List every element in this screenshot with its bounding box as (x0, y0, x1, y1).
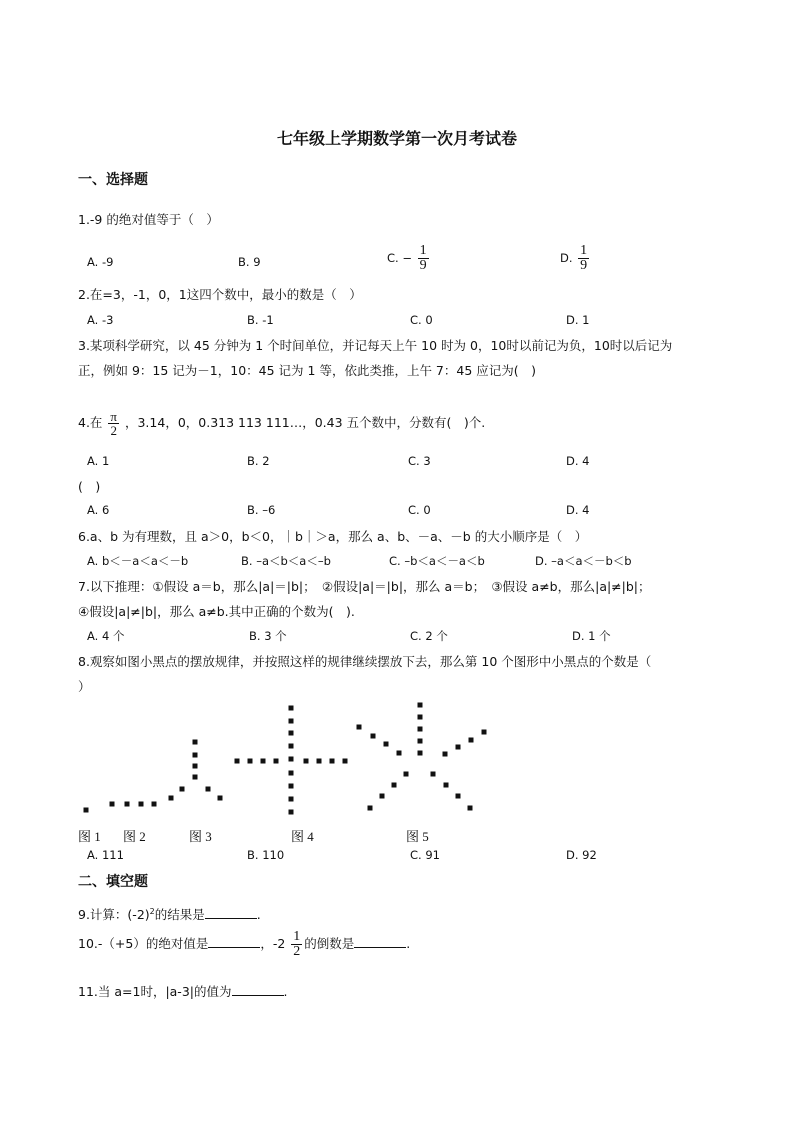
figure-4-dot (289, 744, 294, 749)
q2-option-c: C. 0 (410, 313, 433, 327)
fraction-numerator: 1 (419, 243, 427, 258)
q1-option-c-prefix: C. − (387, 251, 412, 265)
figure-2-dot (125, 802, 130, 807)
q5-option-c: C. 0 (408, 503, 431, 517)
question-7-line-1: 7.以下推理：①假设 a＝b，那么|a|＝|b|； ②假设|a|＝|b|，那么 a＝b； ③假设 a≠b，那么|a|≠|b|； (78, 579, 651, 594)
fraction-numerator: π (110, 409, 117, 424)
figure-2-dot (110, 802, 115, 807)
fraction-denominator: 2 (293, 944, 301, 959)
q7-option-d: D. 1 个 (572, 629, 611, 643)
answer-blank[interactable] (205, 906, 257, 919)
answer-blank[interactable] (354, 935, 406, 948)
q1-option-d-prefix: D. (560, 251, 573, 265)
figure-4-dot (289, 706, 294, 711)
q9-prefix: 9.计算：(-2) (78, 907, 150, 922)
q7-option-b: B. 3 个 (249, 629, 287, 643)
figure-2-dot (139, 802, 144, 807)
q6-option-d: D. –a＜a＜－b＜b (535, 554, 632, 568)
figure-5-dot (418, 703, 423, 708)
figure-5-dot (368, 806, 373, 811)
section-heading-choice: 一、选择题 (78, 172, 148, 188)
q9-end: . (256, 907, 261, 922)
q1-option-a: A. -9 (87, 255, 114, 269)
question-4 (78, 410, 485, 437)
q10-mid2: 的倒数是 (304, 936, 355, 951)
q10-fraction (291, 930, 302, 959)
q1-option-d-fraction (578, 244, 589, 273)
figure-5-dot (384, 742, 389, 747)
page-title: 七年级上学期数学第一次月考试卷 (276, 129, 517, 148)
figure-5-dot (418, 715, 423, 720)
figure-5-dot (469, 738, 474, 743)
figure-caption-2: 图 2 (123, 829, 146, 844)
fraction-denominator: 9 (419, 258, 427, 273)
fraction-denominator: 9 (580, 258, 588, 273)
fraction-denominator: 2 (108, 423, 119, 437)
figure-4-dot (274, 759, 279, 764)
q11-prefix: 11.当 a=1时，|a-3|的值为 (78, 984, 232, 999)
figure-4-dot (289, 731, 294, 736)
figure-4-dot (289, 784, 294, 789)
answer-blank[interactable] (208, 935, 260, 948)
figure-4-dot (330, 759, 335, 764)
q2-option-a: A. -3 (87, 313, 114, 327)
figure-caption-3: 图 3 (189, 829, 212, 844)
fraction-numerator: 1 (580, 243, 588, 258)
figure-4-dot (304, 759, 309, 764)
question-3-line-1: 3.某项科学研究，以 45 分钟为 1 个时间单位，并记每天上午 10 时为 0，10时以前记为负，10时以后记为 (78, 338, 673, 353)
q10-prefix: 10.-（+5）的绝对值是 (78, 936, 209, 951)
q2-option-b: B. -1 (247, 313, 274, 327)
question-6: 6.a、b 为有理数，且 a＞0，b＜0，｜b｜＞a，那么 a、b、－a、－b 的大小顺序是（ ） (78, 529, 588, 544)
q5-option-a: A. 6 (87, 503, 110, 517)
figure-3-dot (193, 775, 198, 780)
q7-option-c: C. 2 个 (410, 629, 448, 643)
figure-3-dot (169, 796, 174, 801)
figure-1-dot (84, 808, 89, 813)
question-11 (78, 982, 287, 1000)
figure-5-dot (431, 772, 436, 777)
figure-4-dot (289, 757, 294, 762)
q1-option-c (387, 244, 431, 273)
question-3-line-2: 正，例如 9：15 记为－1，10：45 记为 1 等，依此类推，上午 7：45 应记为( ) (78, 363, 537, 378)
figure-2-dot (152, 802, 157, 807)
q8-option-a: A. 111 (87, 848, 124, 862)
figure-caption-4: 图 4 (291, 829, 314, 844)
figure-5-dot (443, 752, 448, 757)
figure-caption-5: 图 5 (406, 829, 429, 844)
figure-5-dot (418, 751, 423, 756)
q1-option-c-fraction (418, 244, 429, 273)
q7-option-a: A. 4 个 (87, 629, 125, 643)
figure-5-dot (404, 772, 409, 777)
figure-4-dot (317, 759, 322, 764)
figure-5-dot (468, 806, 473, 811)
q4-option-d: D. 4 (566, 454, 590, 468)
question-7-line-2: ④假设|a|≠|b|，那么 a≠b.其中正确的个数为( ). (78, 604, 355, 619)
figure-5-dot (418, 739, 423, 744)
figure-5-dot (392, 783, 397, 788)
q6-option-a: A. b＜－a＜a＜－b (87, 554, 189, 568)
figure-5-dot (397, 751, 402, 756)
q9-suffix: 的结果是 (154, 907, 205, 922)
q4-option-c: C. 3 (408, 454, 431, 468)
q4-option-a: A. 1 (87, 454, 110, 468)
q4-option-b: B. 2 (247, 454, 270, 468)
q8-option-d: D. 92 (566, 848, 597, 862)
figure-3-dot (218, 796, 223, 801)
question-10 (78, 930, 410, 959)
q6-option-c: C. –b＜a＜－a＜b (389, 554, 485, 568)
figure-5-dot (418, 727, 423, 732)
figure-3-dot (193, 764, 198, 769)
q6-option-b: B. –a＜b＜a＜–b (241, 554, 331, 568)
figure-4-dot (289, 719, 294, 724)
question-9 (78, 905, 261, 923)
q1-option-b: B. 9 (238, 255, 261, 269)
q5-option-b: B. –6 (247, 503, 276, 517)
q10-end: . (406, 936, 411, 951)
figure-4-dot (248, 759, 253, 764)
q9-exponent: 2 (149, 906, 155, 916)
question-5: ( ) (78, 479, 101, 494)
figure-4-dot (289, 771, 294, 776)
q4-pi-fraction (108, 410, 119, 437)
figure-5-dot (482, 730, 487, 735)
figure-4-dot (289, 797, 294, 802)
section-heading-fill-in: 二、填空题 (78, 874, 148, 890)
question-8-line-2: ） (78, 679, 91, 694)
answer-blank[interactable] (232, 983, 284, 996)
figure-4-dot (343, 759, 348, 764)
q10-mid: ，-2 (260, 936, 286, 951)
figure-5-dot (456, 745, 461, 750)
figure-caption-1: 图 1 (78, 829, 101, 844)
figure-3-dot (193, 753, 198, 758)
figure-5-dot (357, 725, 362, 730)
figure-3-dot (206, 787, 211, 792)
q1-option-d (560, 244, 591, 273)
figure-3-dot (193, 740, 198, 745)
q4-prefix: 4.在 (78, 415, 103, 430)
figure-5-dot (456, 794, 461, 799)
figure-5-dot (380, 794, 385, 799)
q2-option-d: D. 1 (566, 313, 590, 327)
fraction-numerator: 1 (293, 929, 301, 944)
q8-option-c: C. 91 (410, 848, 440, 862)
question-1: 1.-9 的绝对值等于（ ） (78, 212, 219, 227)
q4-rest: ，3.14，0，0.313 113 111…，0.43 五个数中，分数有( )个. (124, 415, 486, 430)
q8-option-b: B. 110 (247, 848, 285, 862)
dot-pattern-figure (70, 700, 500, 818)
figure-4-dot (289, 810, 294, 815)
figure-4-dot (261, 759, 266, 764)
question-8-line-1: 8.观察如图小黑点的摆放规律，并按照这样的规律继续摆放下去，那么第 10 个图形中小黑点的个数是（ (78, 654, 652, 669)
figure-4-dot (235, 759, 240, 764)
figure-3-dot (180, 787, 185, 792)
question-2: 2.在=3，-1，0，1这四个数中，最小的数是（ ） (78, 287, 362, 302)
figure-5-dot (371, 734, 376, 739)
figure-5-dot (444, 783, 449, 788)
q5-option-d: D. 4 (566, 503, 590, 517)
q11-end: . (283, 984, 288, 999)
